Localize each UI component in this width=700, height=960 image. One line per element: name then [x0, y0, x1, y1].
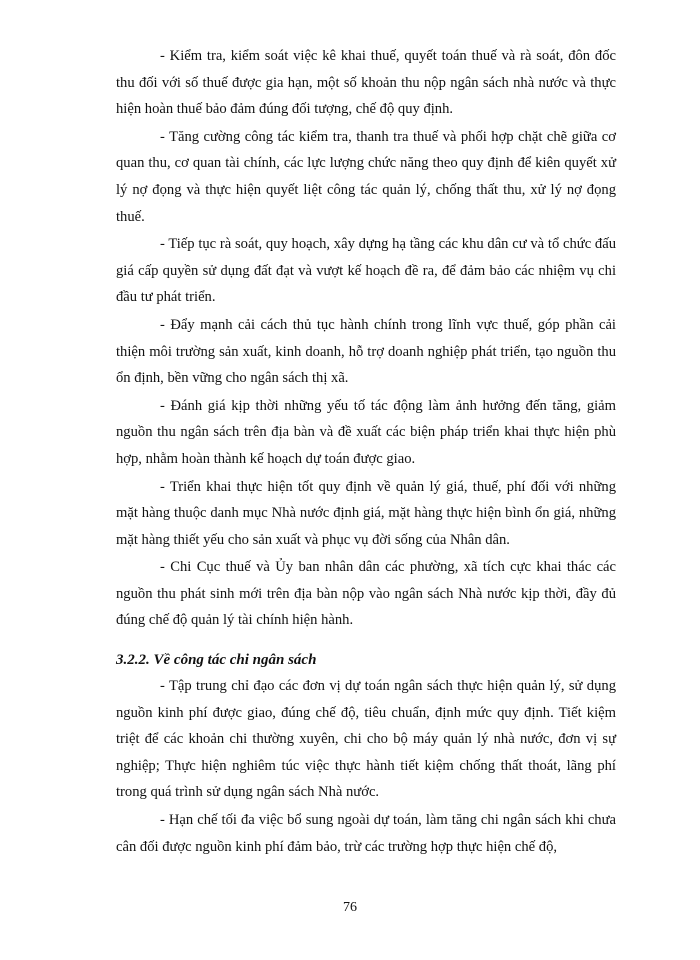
paragraph-timely-assessment: - Đánh giá kịp thời những yếu tố tác động làm ảnh hưởng đến tăng, giảm nguồn thu ngân sách trên địa bàn và đề xuất các biện pháp triển khai thực hiện phù hợp, nhằm hoàn thành kế hoạch dự toán được giao. [116, 397, 616, 467]
page-content [116, 43, 616, 861]
paragraph-tax-inspection: - Kiểm tra, kiểm soát việc kê khai thuế, quyết toán thuế và rà soát, đôn đốc thu đối với số thuế được gia hạn, một số khoản thu nộp ngân sách nhà nước và thực hiện hoàn thuế bảo đảm đúng đối tượng, chế độ quy định. [116, 48, 616, 118]
paragraph-land-auction: - Tiếp tục rà soát, quy hoạch, xây dựng hạ tầng các khu dân cư và tổ chức đấu giá cấp quyền sử dụng đất đạt và vượt kế hoạch đề ra, để đảm bảo các nhiệm vụ chi đầu tư phát triển. [116, 236, 616, 306]
paragraph-price-management: - Triển khai thực hiện tốt quy định về quản lý giá, thuế, phí đối với những mặt hàng thuộc danh mục Nhà nước định giá, mặt hàng thực hiện bình ổn giá, những mặt hàng thiết yếu cho sản xuất và phục vụ đời sống của Nhân dân. [116, 478, 616, 548]
paragraph-strengthen-inspection: - Tăng cường công tác kiểm tra, thanh tra thuế và phối hợp chặt chẽ giữa cơ quan thu, cơ quan tài chính, các lực lượng chức năng theo quy định để kiên quyết xử lý nợ đọng và thực hiện quyết liệt công tác quản lý, chống thất thu, xử lý nợ đọng thuế. [116, 128, 616, 225]
page-number: 76 [343, 900, 357, 915]
paragraph-spending-direction: - Tập trung chỉ đạo các đơn vị dự toán ngân sách thực hiện quản lý, sử dụng nguồn kinh phí được giao, đúng chế độ, tiêu chuẩn, định mức quy định. Tiết kiệm triệt để các khoản chi thường xuyên, chi cho bộ máy quản lý nhà nước, đơn vị sự nghiệp; Thực hiện nghiêm túc việc thực hành tiết kiệm chống thất thoát, lãng phí trong quá trình sử dụng ngân sách Nhà nước. [116, 678, 616, 801]
section-heading: 3.2.2. Về công tác chi ngân sách [116, 652, 317, 669]
paragraph-new-revenue: - Chi Cục thuế và Ủy ban nhân dân các phường, xã tích cực khai thác các nguồn thu phát sinh mới trên địa bàn nộp vào ngân sách Nhà nước kịp thời, đầy đủ đúng chế độ quản lý tài chính hiện hành. [116, 559, 616, 629]
paragraph-limit-supplement: - Hạn chế tối đa việc bổ sung ngoài dự toán, làm tăng chi ngân sách khi chưa cân đối được nguồn kinh phí đảm bảo, trừ các trường hợp thực hiện chế độ, [116, 812, 616, 855]
paragraph-admin-reform: - Đẩy mạnh cải cách thủ tục hành chính trong lĩnh vực thuế, góp phần cải thiện môi trường sản xuất, kinh doanh, hỗ trợ doanh nghiệp phát triển, tạo nguồn thu ổn định, bền vững cho ngân sách thị xã. [116, 316, 616, 387]
